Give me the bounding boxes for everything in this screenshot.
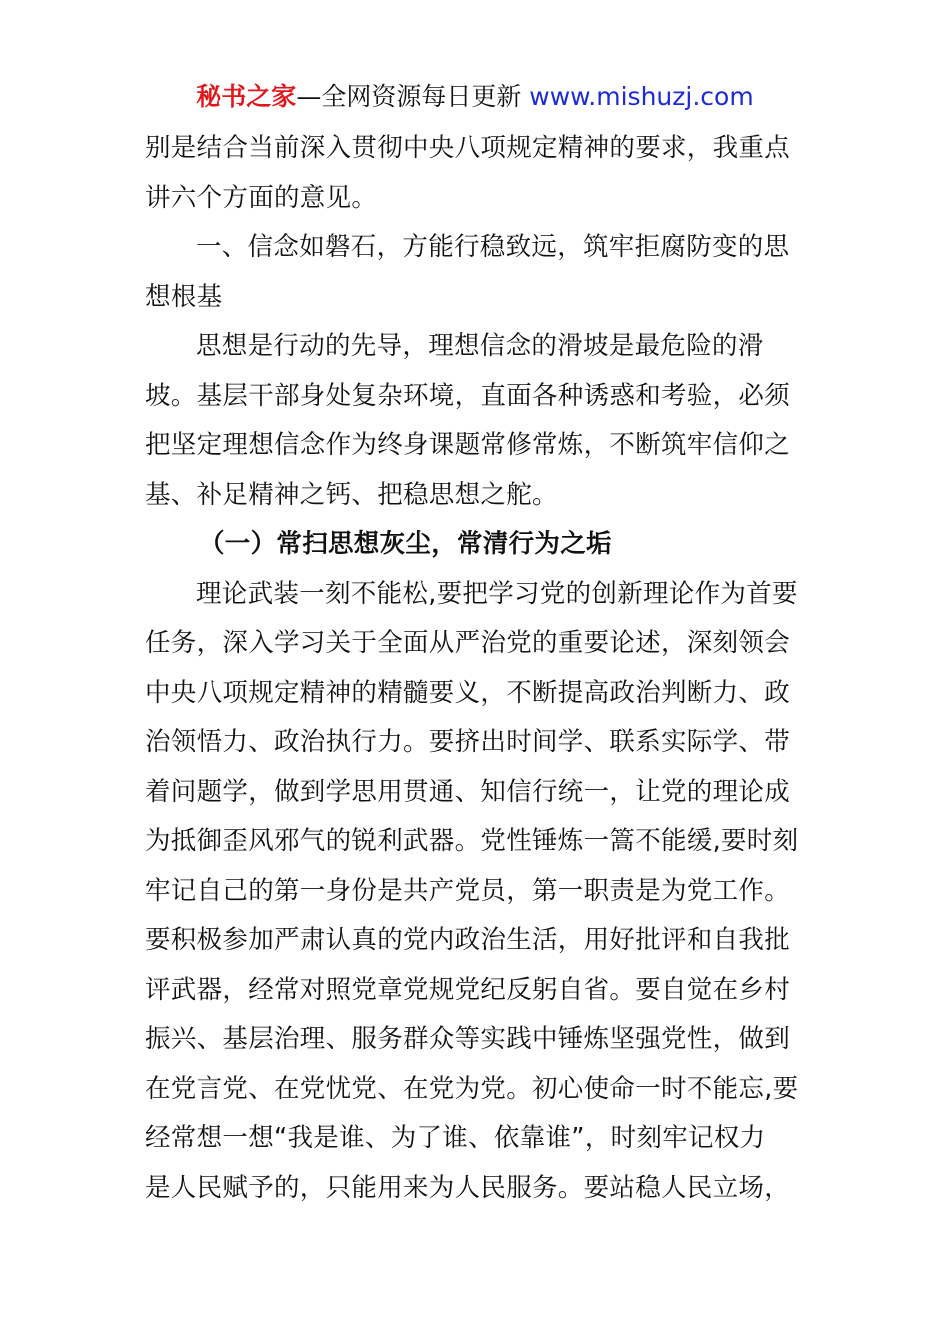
site-tagline: —全网资源每日更新 <box>296 82 530 111</box>
paragraph-line: 经常想一想“我是谁、为了谁、依靠谁”，时刻牢记权力 <box>145 1123 766 1153</box>
paragraph-line: 要积极参加严肃认真的党内政治生活，用好批评和自我批 <box>145 925 791 955</box>
paragraph-line: 别是结合当前深入贯彻中央八项规定精神的要求，我重点 <box>145 133 791 163</box>
paragraph-line: 振兴、基层治理、服务群众等实践中锤炼坚强党性，做到 <box>145 1024 791 1054</box>
paragraph-line: 是人民赋予的，只能用来为人民服务。要站稳人民立场， <box>145 1172 791 1203</box>
site-url-link[interactable]: www.mishuzj.com <box>529 82 754 111</box>
document-body <box>145 124 810 1213</box>
section-heading: 一、信念如磐石，方能行稳致远，筑牢拒腐防变的思 <box>196 232 790 262</box>
paragraph-line: 讲六个方面的意见。 <box>145 182 378 213</box>
paragraph-line: 在党言党、在党忧党、在党为党。初心使命一时不能忘,要 <box>145 1073 799 1104</box>
section-heading: 想根基 <box>145 281 223 312</box>
paragraph-line: 牢记自己的第一身份是共产党员，第一职责是为党工作。 <box>145 875 791 906</box>
paragraph-line: 治领悟力、政治执行力。要挤出时间学、联系实际学、带 <box>145 727 791 757</box>
paragraph-line: 中央八项规定精神的精髓要义，不断提高政治判断力、政 <box>145 677 791 708</box>
site-header <box>0 80 950 114</box>
paragraph-line: 任务，深入学习关于全面从严治党的重要论述，深刻领会 <box>145 628 791 658</box>
paragraph-line: 着问题学，做到学思用贯通、知信行统一，让党的理论成 <box>145 776 791 807</box>
paragraph-line: 基、补足精神之钙、把稳思想之舵。 <box>145 479 558 510</box>
subsection-heading: （一）常扫思想灰尘，常清行为之垢 <box>199 529 612 559</box>
paragraph-line: 坡。基层干部身处复杂环境，直面各种诱惑和考验，必须 <box>145 380 791 411</box>
paragraph-line: 思想是行动的先导，理想信念的滑坡是最危险的滑 <box>196 331 764 361</box>
paragraph-line: 把坚定理想信念作为终身课题常修常炼，不断筑牢信仰之 <box>145 430 791 460</box>
paragraph-line: 理论武装一刻不能松,要把学习党的创新理论作为首要 <box>196 578 798 609</box>
paragraph-line: 为抵御歪风邪气的锐利武器。党性锤炼一篙不能缓,要时刻 <box>145 826 799 856</box>
paragraph-line: 评武器，经常对照党章党规党纪反躬自省。要自觉在乡村 <box>145 974 791 1005</box>
site-brand: 秘书之家 <box>196 82 297 111</box>
